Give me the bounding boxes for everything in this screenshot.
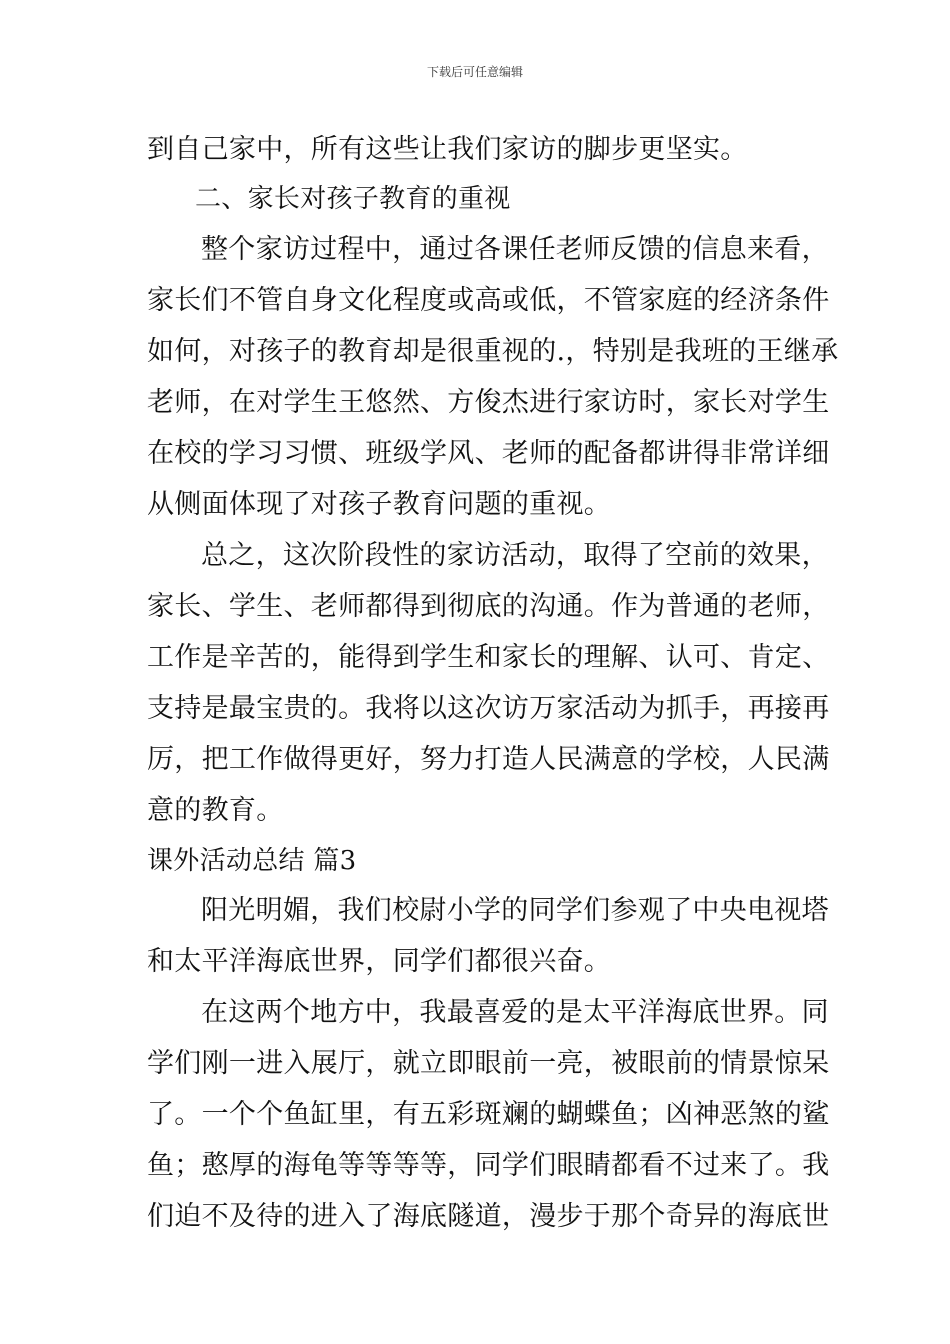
body-line: 如何，对孩子的教育却是很重视的.，特别是我班的王继承	[147, 336, 839, 367]
page-header: 下载后可任意编辑	[426, 65, 523, 79]
body-line: 老师，在对学生王悠然、方俊杰进行家访时，家长对学生	[147, 387, 830, 418]
body-line: 从侧面体现了对孩子教育问题的重视。	[147, 489, 612, 520]
body-line: 在校的学习习惯、班级学风、老师的配备都讲得非常详细	[147, 438, 830, 469]
section-title: 课外活动总结 篇3	[147, 846, 357, 876]
body-line: 支持是最宝贵的。我将以这次访万家活动为抓手，再接再	[147, 693, 830, 724]
paragraph-first-line: 整个家访过程中，通过各课任老师反馈的信息来看，	[201, 234, 829, 265]
body-line: 家长们不管自身文化程度或高或低，不管家庭的经济条件	[147, 285, 830, 316]
paragraph-first-line: 总之，这次阶段性的家访活动，取得了空前的效果，	[201, 540, 829, 571]
body-line: 学们刚一进入展厅，就立即眼前一亮，被眼前的情景惊呆	[147, 1048, 830, 1079]
body-line: 和太平洋海底世界，同学们都很兴奋。	[147, 946, 612, 977]
section-heading: 二、家长对孩子教育的重视	[195, 184, 511, 214]
body-line: 厉，把工作做得更好，努力打造人民满意的学校，人民满	[147, 744, 830, 775]
body-line: 鱼；憨厚的海龟等等等等，同学们眼睛都看不过来了。我	[147, 1150, 830, 1181]
body-line: 到自己家中，所有这些让我们家访的脚步更坚实。	[147, 134, 748, 165]
body-line: 了。一个个鱼缸里，有五彩斑斓的蝴蝶鱼；凶神恶煞的鲨	[147, 1099, 830, 1130]
paragraph-first-line: 阳光明媚，我们校尉小学的同学们参观了中央电视塔	[201, 895, 829, 926]
paragraph-first-line: 在这两个地方中，我最喜爱的是太平洋海底世界。同	[201, 997, 829, 1028]
body-line: 工作是辛苦的，能得到学生和家长的理解、认可、肯定、	[147, 642, 830, 673]
body-line: 们迫不及待的进入了海底隧道，漫步于那个奇异的海底世	[147, 1201, 830, 1232]
body-line: 意的教育。	[147, 795, 284, 826]
body-line: 家长、学生、老师都得到彻底的沟通。作为普通的老师，	[147, 591, 830, 622]
